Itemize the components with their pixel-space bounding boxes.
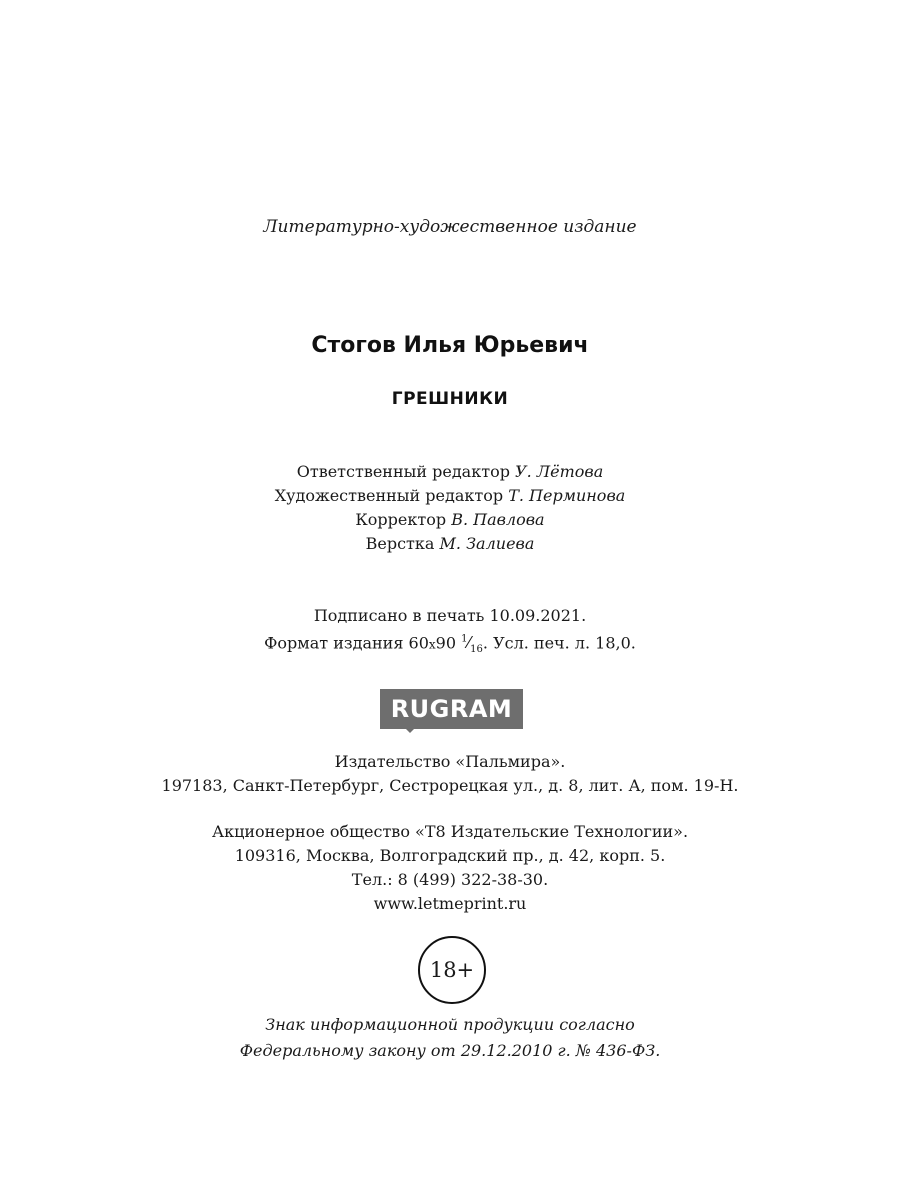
- credit-role: Верстка: [365, 534, 435, 553]
- format-suffix: . Усл. печ. л. 18,0.: [482, 633, 636, 653]
- fraction-numerator: 1: [461, 634, 468, 645]
- credit-name: Т. Перминова: [508, 486, 626, 505]
- credit-role: Художественный редактор: [274, 486, 504, 505]
- printer-address: 109316, Москва, Волгоградский пр., д. 42, корп. 5.: [234, 846, 666, 865]
- print-info: [0, 604, 900, 663]
- credit-line: [0, 460, 900, 484]
- format-times: x: [428, 637, 436, 652]
- credit-line: [0, 484, 900, 508]
- printer-block: [0, 820, 900, 916]
- publisher-address: 197183, Санкт-Петербург, Сестрорецкая ул., д. 8, лит. А, пом. 19-Н.: [161, 776, 739, 795]
- format-mid: 90: [435, 633, 462, 653]
- credit-role: Корректор: [355, 510, 447, 529]
- author-name: Стогов Илья Юрьевич: [311, 333, 589, 358]
- printer-website: www.letmeprint.ru: [373, 894, 527, 913]
- printer-name: Акционерное общество «Т8 Издательские Технологии».: [211, 822, 689, 841]
- signed-date: Подписано в печать 10.09.2021.: [313, 606, 587, 625]
- notice-line: Федеральному закону от 29.12.2010 г. № 436-ФЗ.: [239, 1041, 661, 1060]
- printer-phone: Тел.: 8 (499) 322-38-30.: [351, 870, 549, 889]
- rugram-logo: [380, 689, 523, 731]
- fraction-denominator: 16: [470, 644, 483, 656]
- genre-label: Литературно-художественное издание: [263, 217, 637, 237]
- logo-text: RUGRAM: [380, 689, 523, 729]
- format-prefix: Формат издания 60: [264, 633, 429, 653]
- credit-name: В. Павлова: [451, 510, 545, 529]
- publisher-block: [0, 750, 900, 798]
- info-notice: [0, 1012, 900, 1064]
- credit-line: [0, 532, 900, 556]
- credit-line: [0, 508, 900, 532]
- fraction-slash: ⁄: [467, 633, 471, 653]
- credits-block: [0, 460, 900, 556]
- logo-notch: [404, 727, 416, 733]
- publisher-name: Издательство «Пальмира».: [334, 752, 566, 771]
- age-rating-badge: 18+: [418, 936, 486, 1004]
- credit-name: У. Лётова: [515, 462, 604, 481]
- credit-role: Ответственный редактор: [296, 462, 510, 481]
- format-line: [0, 628, 900, 663]
- book-title: ГРЕШНИКИ: [391, 389, 509, 409]
- notice-line: Знак информационной продукции согласно: [265, 1015, 635, 1034]
- credit-name: М. Залиева: [439, 534, 535, 553]
- format-fraction: [461, 633, 483, 656]
